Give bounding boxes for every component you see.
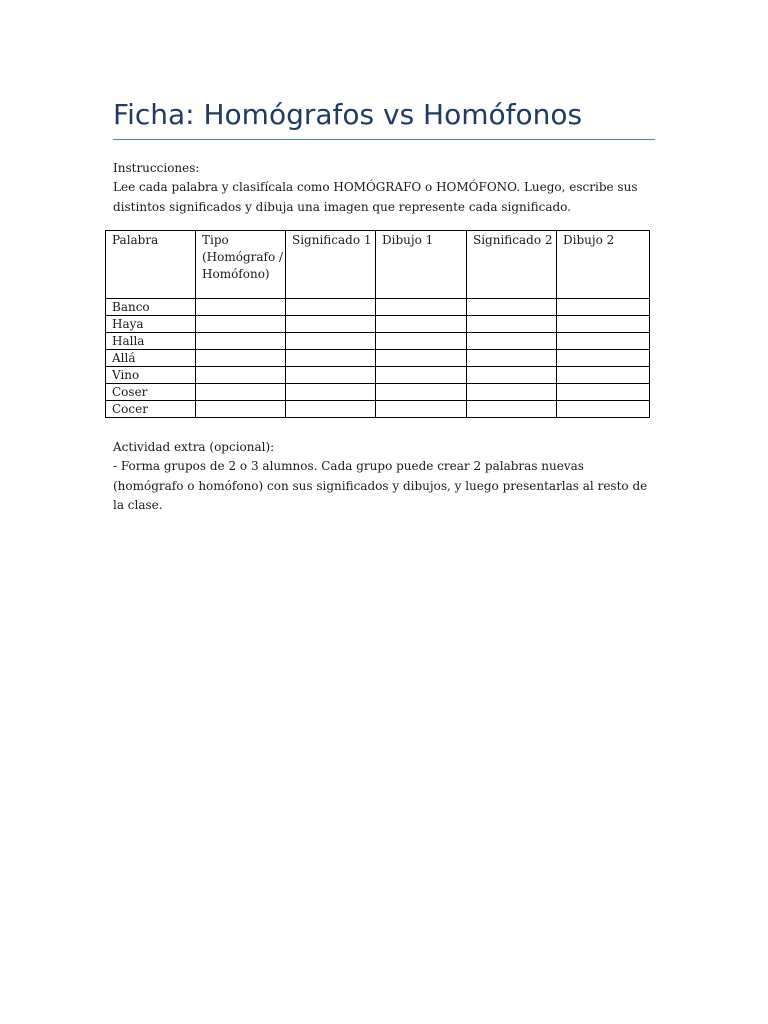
classification-table bbox=[105, 230, 650, 418]
extra-activity-heading: Actividad extra (opcional): bbox=[113, 440, 275, 454]
table-row bbox=[106, 316, 650, 333]
answer-cell[interactable] bbox=[467, 350, 557, 367]
table-row bbox=[106, 333, 650, 350]
page-title: Ficha: Homógrafos vs Homófonos bbox=[113, 98, 583, 131]
answer-cell[interactable] bbox=[376, 299, 467, 316]
table-header-cell: Dibujo 1 bbox=[376, 231, 467, 299]
answer-cell[interactable] bbox=[286, 299, 376, 316]
table-row bbox=[106, 384, 650, 401]
table-body bbox=[106, 299, 650, 418]
word-cell: Allá bbox=[106, 350, 196, 367]
answer-cell[interactable] bbox=[467, 384, 557, 401]
word-cell: Vino bbox=[106, 367, 196, 384]
answer-cell[interactable] bbox=[286, 316, 376, 333]
answer-cell[interactable] bbox=[467, 401, 557, 418]
answer-cell[interactable] bbox=[376, 384, 467, 401]
word-cell: Halla bbox=[106, 333, 196, 350]
answer-cell[interactable] bbox=[286, 384, 376, 401]
table-row bbox=[106, 367, 650, 384]
answer-cell[interactable] bbox=[196, 401, 286, 418]
answer-cell[interactable] bbox=[467, 333, 557, 350]
answer-cell[interactable] bbox=[286, 367, 376, 384]
answer-cell[interactable] bbox=[557, 333, 650, 350]
table-header-cell: Palabra bbox=[106, 231, 196, 299]
answer-cell[interactable] bbox=[467, 367, 557, 384]
table-header-cell: Dibujo 2 bbox=[557, 231, 650, 299]
answer-cell[interactable] bbox=[196, 350, 286, 367]
table-header-cell: Tipo (Homógrafo / Homófono) bbox=[196, 231, 286, 299]
answer-cell[interactable] bbox=[286, 401, 376, 418]
answer-cell[interactable] bbox=[467, 299, 557, 316]
table-row bbox=[106, 299, 650, 316]
table-header-cell: Significado 1 bbox=[286, 231, 376, 299]
answer-cell[interactable] bbox=[557, 316, 650, 333]
table-header-cell: Significado 2 bbox=[467, 231, 557, 299]
answer-cell[interactable] bbox=[557, 299, 650, 316]
answer-cell[interactable] bbox=[286, 350, 376, 367]
instructions-body: Lee cada palabra y clasifícala como HOMÓGRAFO o HOMÓFONO. Luego, escribe sus distintos significados y dibuja una imagen que represente cada significado. bbox=[113, 180, 638, 214]
answer-cell[interactable] bbox=[376, 333, 467, 350]
word-cell: Cocer bbox=[106, 401, 196, 418]
word-cell: Coser bbox=[106, 384, 196, 401]
answer-cell[interactable] bbox=[376, 401, 467, 418]
answer-cell[interactable] bbox=[557, 401, 650, 418]
answer-cell[interactable] bbox=[376, 350, 467, 367]
title-underline bbox=[113, 139, 655, 140]
answer-cell[interactable] bbox=[376, 316, 467, 333]
answer-cell[interactable] bbox=[557, 350, 650, 367]
answer-cell[interactable] bbox=[196, 299, 286, 316]
answer-cell[interactable] bbox=[196, 333, 286, 350]
answer-cell[interactable] bbox=[376, 367, 467, 384]
answer-cell[interactable] bbox=[557, 367, 650, 384]
table-row bbox=[106, 350, 650, 367]
word-cell: Haya bbox=[106, 316, 196, 333]
extra-activity-body: - Forma grupos de 2 o 3 alumnos. Cada grupo puede crear 2 palabras nuevas (homógrafo o homófono) con sus significados y dibujos, y luego presentarlas al resto de la clase. bbox=[113, 459, 648, 512]
table-header-row bbox=[106, 231, 650, 299]
answer-cell[interactable] bbox=[196, 316, 286, 333]
table-row bbox=[106, 401, 650, 418]
word-cell: Banco bbox=[106, 299, 196, 316]
answer-cell[interactable] bbox=[286, 333, 376, 350]
answer-cell[interactable] bbox=[467, 316, 557, 333]
answer-cell[interactable] bbox=[557, 384, 650, 401]
instructions-heading: Instrucciones: bbox=[113, 161, 200, 175]
answer-cell[interactable] bbox=[196, 367, 286, 384]
answer-cell[interactable] bbox=[196, 384, 286, 401]
